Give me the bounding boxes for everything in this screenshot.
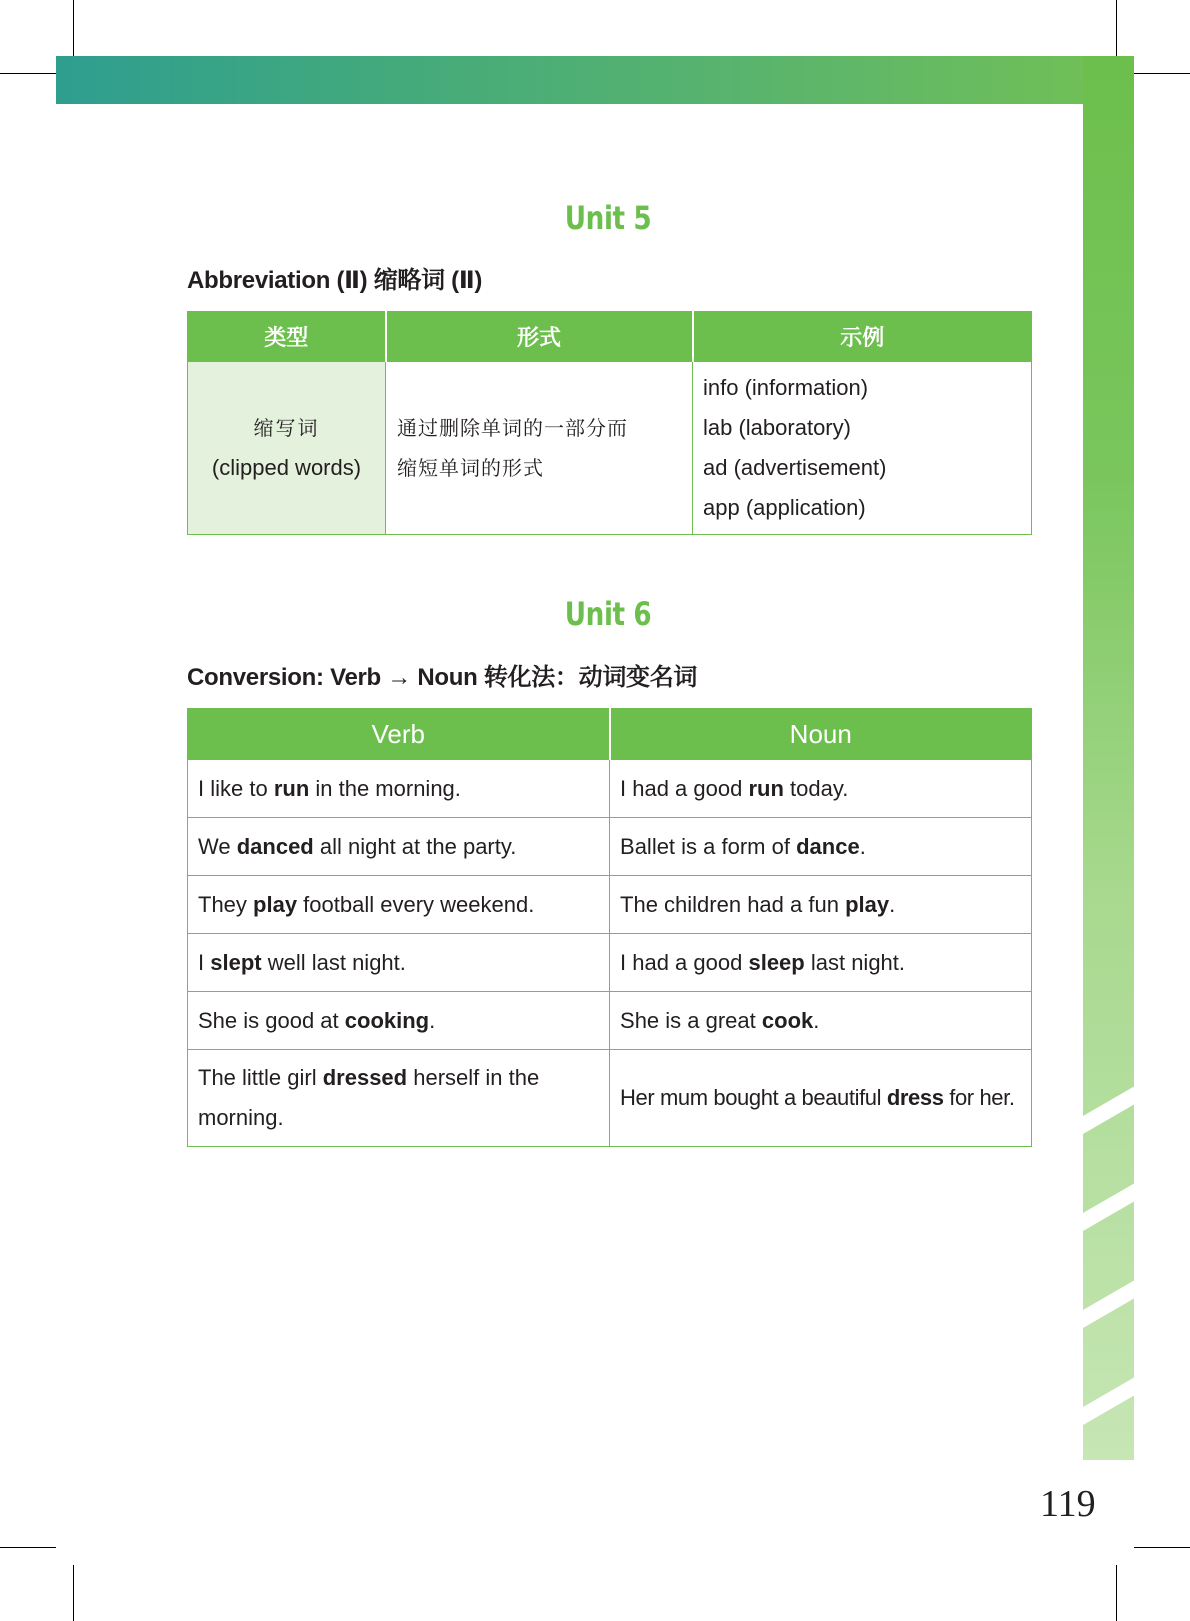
- noun-cell: [610, 934, 1032, 992]
- key-word: dance: [796, 833, 860, 859]
- crop-mark: [73, 0, 74, 56]
- key-word: danced: [236, 833, 314, 859]
- key-word: dressed: [322, 1065, 408, 1090]
- key-word: run: [273, 775, 310, 801]
- type-english: (clipped words): [211, 455, 362, 480]
- table-row: [188, 1050, 1032, 1147]
- key-word: dress: [886, 1085, 944, 1110]
- example-item: lab (laboratory): [703, 415, 851, 440]
- text: The children had a fun: [620, 891, 846, 917]
- text: .: [889, 891, 896, 917]
- noun-cell: [610, 1050, 1032, 1147]
- examples-cell: [693, 362, 1032, 535]
- page-number: 119: [1040, 1483, 1096, 1525]
- crop-mark: [0, 73, 56, 74]
- crop-mark: [1116, 1565, 1117, 1621]
- verb-cell: [188, 876, 610, 934]
- verb-cell: [188, 1050, 610, 1147]
- text: I had a good: [620, 775, 749, 801]
- type-chinese: 缩写词: [253, 416, 320, 440]
- unit6-heading: Conversion: Verb → Noun 转化法：动词变名词: [187, 664, 698, 691]
- text: for her.: [943, 1085, 1015, 1110]
- form-cell: [386, 362, 693, 535]
- text: We: [198, 833, 237, 859]
- example-item: info (information): [703, 375, 869, 400]
- text: They: [198, 891, 254, 917]
- text: I like to: [198, 775, 274, 801]
- side-band: [1083, 56, 1134, 1460]
- table-row: [188, 760, 1032, 818]
- table-row: [188, 992, 1032, 1050]
- noun-cell: [610, 876, 1032, 934]
- crop-mark: [0, 1547, 56, 1548]
- text: Ballet is a form of: [620, 833, 797, 859]
- noun-cell: [610, 818, 1032, 876]
- conversion-table: [187, 708, 1032, 1147]
- key-word: play: [845, 891, 890, 917]
- text: Her mum bought a beautiful: [620, 1085, 887, 1110]
- text: I: [198, 949, 211, 975]
- table-row: [188, 876, 1032, 934]
- header-form: 形式: [386, 312, 693, 362]
- type-cell: [188, 362, 386, 535]
- band-stripe: [1083, 1184, 1134, 1231]
- crop-mark: [1134, 1547, 1190, 1548]
- verb-cell: [188, 934, 610, 992]
- table-header-row: [188, 312, 1032, 362]
- table-row: [188, 934, 1032, 992]
- text: .: [859, 833, 866, 859]
- text: The little girl: [198, 1065, 323, 1090]
- unit5-title: Unit 5: [564, 199, 652, 237]
- key-word: play: [253, 891, 298, 917]
- band-stripe: [1083, 1281, 1134, 1328]
- form-line: 通过删除单词的一部分而: [397, 416, 628, 440]
- header-verb: Verb: [188, 709, 610, 760]
- key-word: slept: [210, 949, 262, 975]
- header-band: [56, 56, 1134, 104]
- verb-cell: [188, 760, 610, 818]
- band-stripe: [1083, 1378, 1134, 1425]
- key-word: cook: [761, 1007, 814, 1033]
- key-word: sleep: [748, 949, 805, 975]
- table-header-row: [188, 709, 1032, 760]
- crop-mark: [73, 1565, 74, 1621]
- header-type: 类型: [188, 312, 386, 362]
- text: all night at the party.: [313, 833, 517, 859]
- table-row: [188, 362, 1032, 535]
- example-item: ad (advertisement): [703, 455, 887, 480]
- text: I had a good: [620, 949, 749, 975]
- key-word: cooking: [344, 1007, 430, 1033]
- text: today.: [783, 775, 849, 801]
- noun-cell: [610, 760, 1032, 818]
- text: herself in the morning.: [198, 1065, 540, 1130]
- text: .: [429, 1007, 436, 1033]
- form-line: 缩短单词的形式: [397, 456, 544, 480]
- key-word: run: [748, 775, 784, 801]
- crop-mark: [1116, 0, 1117, 56]
- noun-cell: [610, 992, 1032, 1050]
- example-item: app (application): [703, 495, 866, 520]
- band-stripe: [1083, 1087, 1134, 1134]
- header-example: 示例: [693, 312, 1032, 362]
- text: well last night.: [261, 949, 406, 975]
- text: football every weekend.: [297, 891, 535, 917]
- verb-cell: [188, 992, 610, 1050]
- unit5-heading: Abbreviation (Ⅱ) 缩略词 (Ⅱ): [187, 267, 483, 294]
- text: last night.: [804, 949, 906, 975]
- unit6-title: Unit 6: [564, 595, 652, 633]
- header-noun: Noun: [610, 709, 1032, 760]
- abbreviation-table: [187, 311, 1032, 535]
- text: She is a great: [620, 1007, 762, 1033]
- text: She is good at: [198, 1007, 345, 1033]
- crop-mark: [1134, 73, 1190, 74]
- text: in the morning.: [309, 775, 461, 801]
- table-row: [188, 818, 1032, 876]
- text: .: [813, 1007, 820, 1033]
- verb-cell: [188, 818, 610, 876]
